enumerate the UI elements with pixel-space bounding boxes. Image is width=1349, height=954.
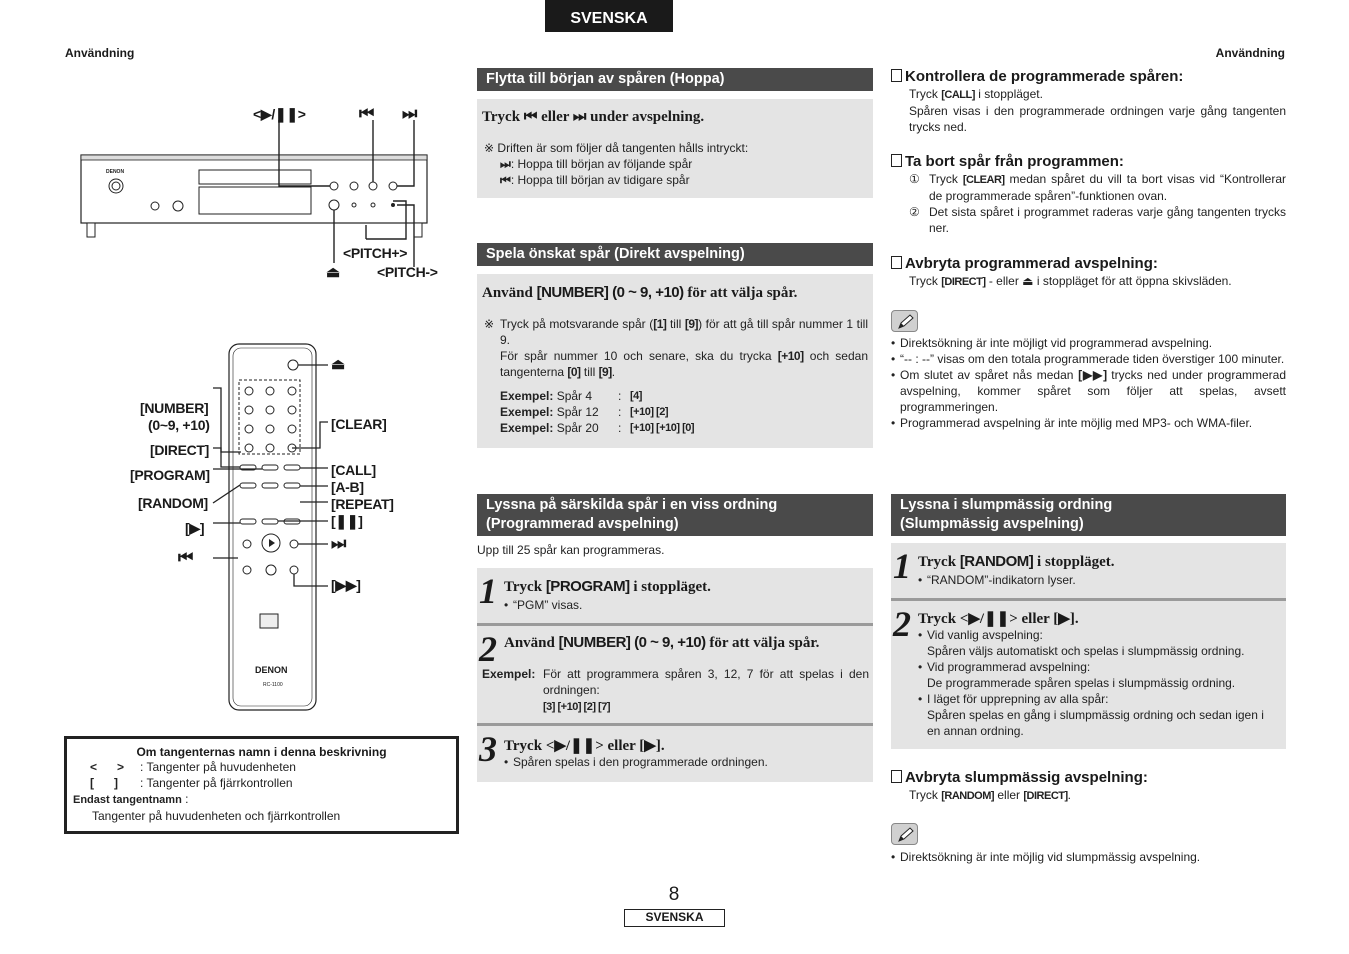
random-step-2-notes: • Vid vanlig avspelning: Spåren väljs automatiskt och spelas i slumpmässig ordning. • Vid programmerad avspelning: De programmerade spåren spelas i slumpmässig ordning. • I läget för upprepning av alla spår: Spåren spelas en gång i slumpmässig ordning och sedan igen i en annan ordning. (918, 627, 1280, 739)
direct-section-title: Spela önskat spår (Direkt avspelning) (477, 243, 873, 266)
key-names-row1 (90, 759, 456, 775)
next-icon: ⏭ (572, 109, 587, 125)
program-step-1 (477, 568, 873, 623)
checkbox-icon (891, 69, 902, 82)
skip-prev-line: ⏮: Hoppa till början av tidigare spår (500, 173, 690, 187)
skip-section-title: Flytta till början av spåren (Hoppa) (477, 68, 873, 91)
program-notes: • Direktsökning är inte möjligt vid programmerad avspelning. • “-- : --” visas om den totala programmerade tiden överstiger 100 minuter. • Om slutet av spåret nås medan [▶▶] trycks ned under programmerad avspelning, kommer spåret som följer att spelas, avsett programmeringen. • Programmerad avspelning är inte möjlig med MP3- och WMA-filer. (891, 335, 1286, 431)
footer-language: SVENSKA (624, 909, 725, 927)
label-repeat: [REPEAT] (331, 496, 394, 512)
remote-text: : Tangenter på fjärrkontrollen (140, 776, 293, 790)
section-heading-left: Användning (65, 46, 135, 60)
key-names-title: Om tangenternas namn i denna beskrivning (136, 745, 387, 759)
random-step-2-title: Tryck <▶/❚❚> eller [▶]. (918, 611, 1079, 627)
program-step-1-notes: • “PGM” visas. (504, 597, 582, 613)
prev-icon: ⏮ (523, 109, 538, 125)
label-ff: [▶▶] (331, 577, 361, 593)
label-prev-icon: ⏮ (178, 548, 193, 567)
step-number: 2 (479, 629, 497, 669)
label-pause: [❚❚] (331, 513, 363, 529)
program-section-title: Lyssna på särskilda spår i en viss ordning (Programmerad avspelning) (477, 494, 873, 536)
cancel-program-body: Tryck [DIRECT] - eller ⏏ i stoppläget för att öppna skivsläden. (909, 274, 1232, 288)
example-row: Exempel: Spår 20 : [+10] [+10] [0] (500, 421, 695, 435)
check-heading: Kontrollera de programmerade spåren: (891, 68, 1183, 85)
page-number: 8 (668, 884, 680, 905)
label-eject-icon: ⏏ (326, 264, 340, 281)
label-number: [NUMBER] (140, 400, 209, 416)
program-step-3-title: Tryck <▶/❚❚> eller [▶]. (504, 738, 665, 754)
random-step-1 (891, 543, 1286, 598)
key-name-colon: : (181, 792, 189, 806)
program-step-1-title: Tryck [PROGRAM] i stoppläget. (504, 578, 711, 595)
section-heading-right: Användning (1215, 46, 1285, 60)
direct-note (484, 316, 868, 380)
random-step-1-title: Tryck [RANDOM] i stoppläget. (918, 553, 1115, 570)
direct-note-2: För spår nummer 10 och senare, ska du trycka [+10] och sedan tangenterna [0] till [9]. (500, 349, 868, 379)
label-program: [PROGRAM] (130, 467, 210, 483)
direct-box (477, 274, 873, 448)
remove-item-2: ② Det sista spåret i programmet raderas varje gång tangenten trycks ner. (909, 205, 1286, 235)
label-random: [RANDOM] (138, 495, 208, 511)
example-row: Exempel: Spår 12 : [+10] [2] (500, 405, 668, 419)
next-icon: ⏭ (500, 157, 511, 171)
label-play-pause: <▶/❚❚> (253, 106, 306, 122)
direct-note-1: Tryck på motsvarande spår ([1] till [9]) för att gå till spår nummer 1 till 9. (500, 317, 869, 347)
label-prev-icon: ⏮ (359, 104, 374, 123)
remote-model-label: RC-1100 (263, 682, 283, 688)
label-direct: [DIRECT] (150, 442, 210, 458)
main-unit-text: : Tangenter på huvudenheten (140, 760, 296, 774)
program-step-3-notes: • Spåren spelas i den programmerade ordningen. (504, 754, 768, 770)
language-tab: SVENSKA (545, 0, 673, 32)
skip-box (477, 99, 873, 198)
skip-step: Tryck ⏮ eller ⏭ under avspelning. (482, 109, 705, 125)
program-step-3 (477, 726, 873, 782)
random-step-1-notes: • “RANDOM”-indikatorn lyser. (918, 572, 1076, 588)
step-number: 1 (893, 546, 911, 586)
label-clear: [CLEAR] (331, 416, 387, 432)
example-row: Exempel: Spår 4 : [4] (500, 389, 642, 403)
label-play: [▶] (185, 520, 205, 536)
remove-item-1: ① Tryck [CLEAR] medan spåret du vill ta bort visas vid “Kontrollerar de programmerade spåren”-funktionen ovan. (909, 172, 1286, 203)
front-panel-illustration (0, 95, 460, 285)
checkbox-icon (891, 154, 902, 167)
label-pitch-minus: <PITCH-> (377, 264, 438, 280)
program-step-2 (477, 626, 873, 723)
key-names-row2 (90, 775, 456, 791)
remove-heading: Ta bort spår från programmen: (891, 153, 1124, 170)
angle-brackets: < > (90, 760, 125, 774)
step-number: 3 (479, 729, 497, 769)
skip-note: ※ Driften är som följer då tangenten hålls intryckt: (484, 141, 749, 155)
step-number: 1 (479, 571, 497, 611)
checkbox-icon (891, 256, 902, 269)
key-names-row3-text: Tangenter på huvudenheten och fjärrkontrollen (92, 809, 341, 823)
step-number: 2 (893, 604, 911, 644)
label-next-icon: ⏭ (331, 534, 346, 553)
program-step-2-example: Exempel: För att programmera spåren 3, 12, 7 för att spelas i den ordningen: [3] [+10] [2] [7] (482, 667, 869, 713)
square-brackets: [ ] (90, 776, 118, 790)
note-mark: ※ (484, 317, 495, 331)
label-eject-icon: ⏏ (331, 356, 345, 373)
cancel-program-heading: Avbryta programmerad avspelning: (891, 255, 1158, 272)
remote-illustration (130, 340, 400, 715)
note-mark: ※ (484, 141, 495, 155)
cancel-random-heading: Avbryta slumpmässig avspelning: (891, 769, 1148, 786)
label-call: [CALL] (331, 462, 376, 478)
key-names-box (64, 736, 459, 834)
checkbox-icon (891, 770, 902, 783)
random-notes: • Direktsökning är inte möjlig vid slumpmässig avspelning. (891, 849, 1286, 865)
front-brand-logo: DENON (106, 169, 125, 175)
direct-step: Använd [NUMBER] (0 ~ 9, +10) för att välja spår. (482, 284, 798, 301)
label-number-range: (0~9, +10) (148, 417, 210, 433)
label-pitch-plus: <PITCH+> (343, 245, 408, 261)
skip-next-line: ⏭: Hoppa till början av följande spår (500, 157, 693, 171)
random-step-2 (891, 601, 1286, 749)
note-pencil-icon (891, 823, 918, 845)
program-step-2-title: Använd [NUMBER] (0 ~ 9, +10) för att välja spår. (504, 634, 820, 651)
check-body: Tryck [CALL] i stoppläget. Spåren visas i den programmerade ordningen varje gång tangenten trycks ned. (909, 87, 1286, 134)
note-pencil-icon (891, 310, 918, 332)
label-ab: [A-B] (331, 479, 364, 495)
cancel-random-body: Tryck [RANDOM] eller [DIRECT]. (909, 788, 1072, 802)
program-intro: Upp till 25 spår kan programmeras. (477, 543, 665, 557)
prev-icon: ⏮ (500, 173, 511, 187)
remove-body (909, 171, 1286, 236)
key-name-only: Endast tangentnamn (73, 794, 182, 806)
key-names-row3 (73, 791, 456, 808)
direct-examples (500, 388, 694, 436)
label-next-icon: ⏭ (402, 104, 417, 123)
random-section-title: Lyssna i slumpmässig ordning (Slumpmässig avspelning) (891, 494, 1286, 536)
remote-brand-logo: DENON (255, 665, 288, 675)
